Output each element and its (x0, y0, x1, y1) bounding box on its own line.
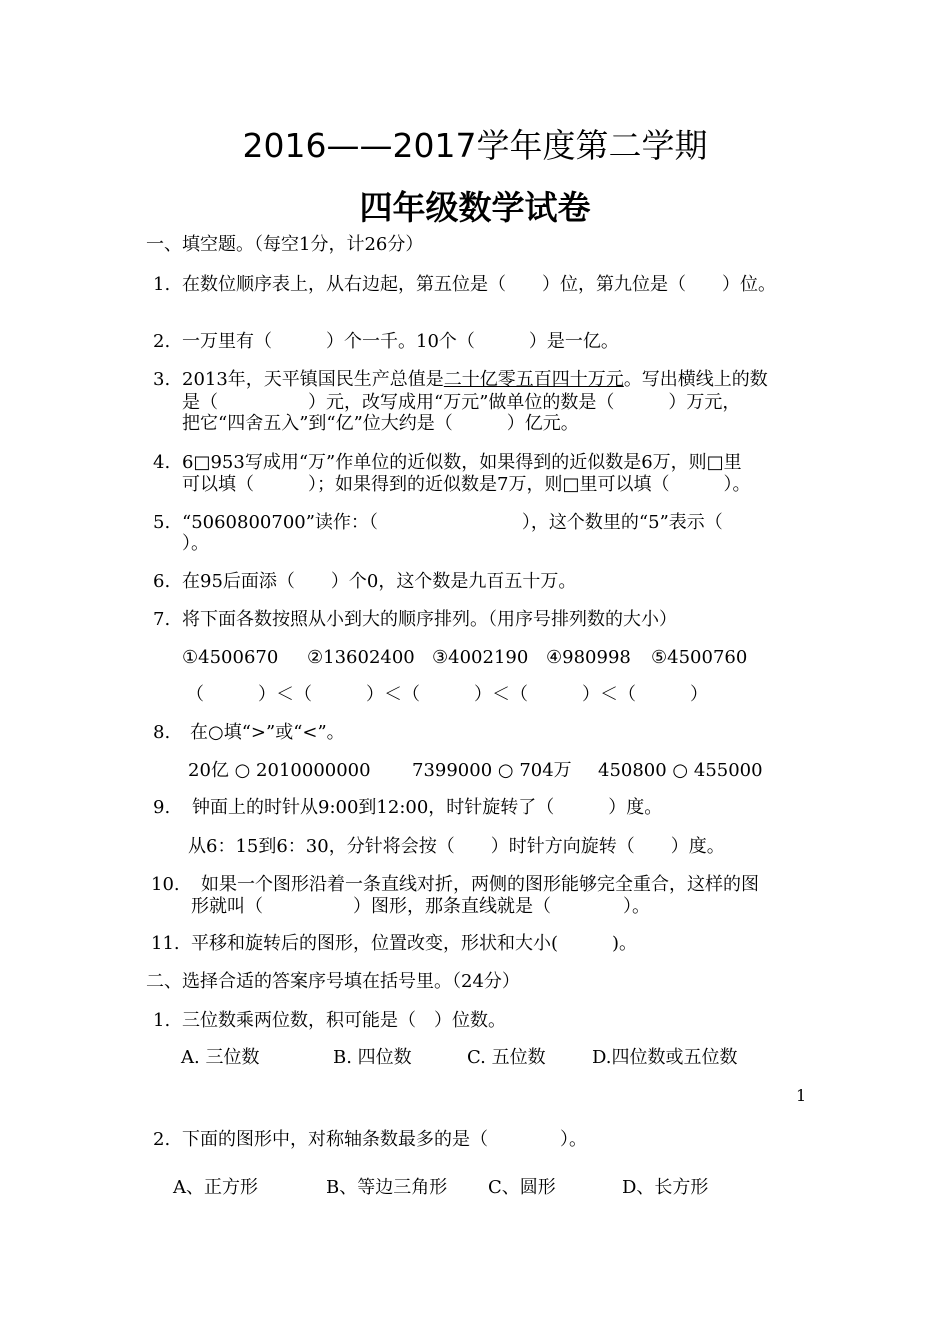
q2-1-text: 三位数乘两位数，积可能是（ ）位数。 (182, 1010, 506, 1031)
q1-7-item: ⑤4500760 (651, 647, 748, 668)
q1-9-line2: 从6：15到6：30，分针将会按（ ）时针方向旋转（ ）度。 (188, 836, 725, 857)
q2-1-option-b: B. 四位数 (333, 1047, 412, 1068)
q2-1-option-a: A. 三位数 (181, 1047, 260, 1068)
q1-10-line2: 形就叫（ ）图形，那条直线就是（ ）。 (191, 896, 650, 917)
q1-8-text: 在○填“>”或“<”。 (190, 722, 345, 743)
q1-7-number: 7. (153, 609, 171, 630)
q1-11-number: 11. (151, 933, 180, 954)
q1-6-number: 6. (153, 571, 171, 592)
q1-11-text: 平移和旋转后的图形，位置改变，形状和大小( )。 (191, 933, 638, 954)
q2-2-option-c: C、圆形 (488, 1177, 556, 1198)
q1-2-number: 2. (153, 331, 171, 352)
q1-3-line1-b: 。写出横线上的数 (623, 369, 768, 390)
q1-5-line1: “5060800700”读作：（ ），这个数里的“5”表示（ (182, 512, 723, 533)
q1-3-number: 3. (153, 369, 171, 390)
q1-7-text: 将下面各数按照从小到大的顺序排列。（用序号排列数的大小） (182, 609, 677, 630)
q1-1-text: 在数位顺序表上，从右边起，第五位是（ ）位，第九位是（ ）位。 (182, 274, 776, 295)
q1-8-item: 20亿 ○ 2010000000 (188, 760, 371, 781)
q1-9-line1: 钟面上的时针从9:00到12:00，时针旋转了（ ）度。 (192, 797, 663, 818)
q1-2-text: 一万里有（ ）个一千。10个（ ）是一亿。 (182, 331, 619, 352)
q1-7-item: ①4500670 (182, 647, 279, 668)
section1-heading: 一、填空题。（每空1分，计26分） (146, 234, 424, 255)
q2-2-text: 下面的图形中，对称轴条数最多的是（ ）。 (182, 1129, 587, 1150)
q2-2-option-d: D、长方形 (622, 1177, 709, 1198)
q1-5-number: 5. (153, 512, 171, 533)
q2-2-option-a: A、正方形 (173, 1177, 258, 1198)
exam-title: 2016——2017学年度第二学期 (242, 126, 708, 165)
q2-2-number: 2. (153, 1129, 171, 1150)
q1-1-number: 1. (153, 274, 171, 295)
q1-3-line1 (182, 370, 768, 390)
q1-6-text: 在95后面添（ ）个0，这个数是九百五十万。 (182, 571, 577, 592)
q1-4-line2: 可以填（ ）；如果得到的近似数是7万，则□里可以填（ ）。 (182, 474, 751, 495)
q1-4-number: 4. (153, 452, 171, 473)
q1-5-line2: ）。 (182, 533, 209, 554)
q1-9-number: 9. (153, 797, 171, 818)
page-number: 1 (796, 1086, 807, 1105)
q1-4-line1: 6□953写成用“万”作单位的近似数，如果得到的近似数是6万，则□里 (182, 452, 742, 473)
q1-7-item: ④980998 (546, 647, 631, 668)
q2-1-option-c: C. 五位数 (467, 1047, 546, 1068)
q1-3-line2: 是（ ）元，改写成用“万元”做单位的数是（ ）万元， (182, 392, 741, 413)
q1-7-item: ②13602400 (307, 647, 415, 668)
q1-8-item: 7399000 ○ 704万 (412, 760, 572, 781)
q1-7-item: ③4002190 (432, 647, 529, 668)
q2-1-option-d: D.四位数或五位数 (592, 1047, 738, 1068)
q1-3-line3: 把它“四舍五入”到“亿”位大约是（ ）亿元。 (182, 413, 579, 434)
q1-7-answer-row: （ ）＜（ ）＜（ ）＜（ ）＜（ ） (186, 684, 708, 705)
q2-2-option-b: B、等边三角形 (326, 1177, 448, 1198)
section2-heading: 二、选择合适的答案序号填在括号里。（24分） (146, 971, 520, 992)
q1-3-line1-a: 2013年，天平镇国民生产总值是 (182, 369, 444, 390)
q1-8-item: 450800 ○ 455000 (598, 760, 763, 781)
q1-3-underlined-value: 二十亿零五百四十万元 (443, 369, 624, 390)
q1-10-number: 10. (151, 874, 180, 895)
q2-1-number: 1. (153, 1010, 171, 1031)
exam-subtitle: 四年级数学试卷 (359, 188, 591, 227)
q1-8-number: 8. (153, 722, 171, 743)
q1-10-line1: 如果一个图形沿着一条直线对折，两侧的图形能够完全重合，这样的图 (201, 874, 759, 895)
